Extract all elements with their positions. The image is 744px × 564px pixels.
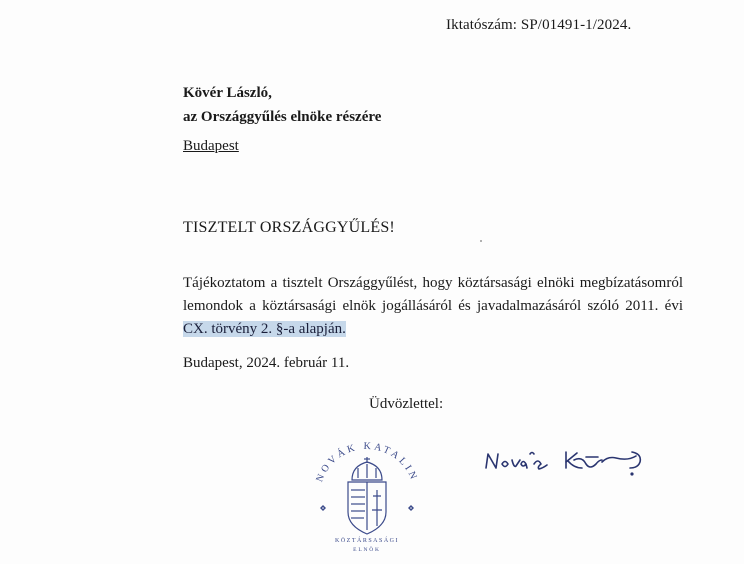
presidential-seal-stamp bbox=[302, 430, 432, 560]
seal-bottom-text-2: ELNÖK bbox=[353, 547, 381, 553]
handwritten-signature bbox=[482, 442, 657, 482]
seal-arc-text: NOVÁK KATALIN bbox=[314, 440, 420, 484]
seal-bottom-text: KÖZTÁRSASÁGI bbox=[334, 538, 400, 544]
body-paragraph bbox=[183, 272, 683, 341]
scan-speck bbox=[480, 240, 482, 242]
body-text-highlighted: CX. törvény 2. §-a alapján. bbox=[183, 321, 346, 337]
place-and-date: Budapest, 2024. február 11. bbox=[183, 355, 350, 371]
closing-greeting: Üdvözlettel: bbox=[369, 396, 444, 412]
salutation: TISZTELT ORSZÁGGYŰLÉS! bbox=[183, 219, 395, 236]
addressee-name: Kövér László, bbox=[183, 85, 272, 101]
addressee-city: Budapest bbox=[183, 138, 239, 154]
addressee-role: az Országgyűlés elnöke részére bbox=[183, 109, 382, 125]
addressee-block bbox=[183, 81, 381, 129]
body-text-plain: Tájékoztatom a tisztelt Országgyűlést, hogy köztársasági elnöki megbízatásomról lemondok a köztársasági elnök jogállásáról és javadalmazásáról szóló 2011. évi bbox=[183, 275, 683, 314]
reference-number: Iktatószám: SP/01491-1/2024. bbox=[446, 17, 632, 33]
